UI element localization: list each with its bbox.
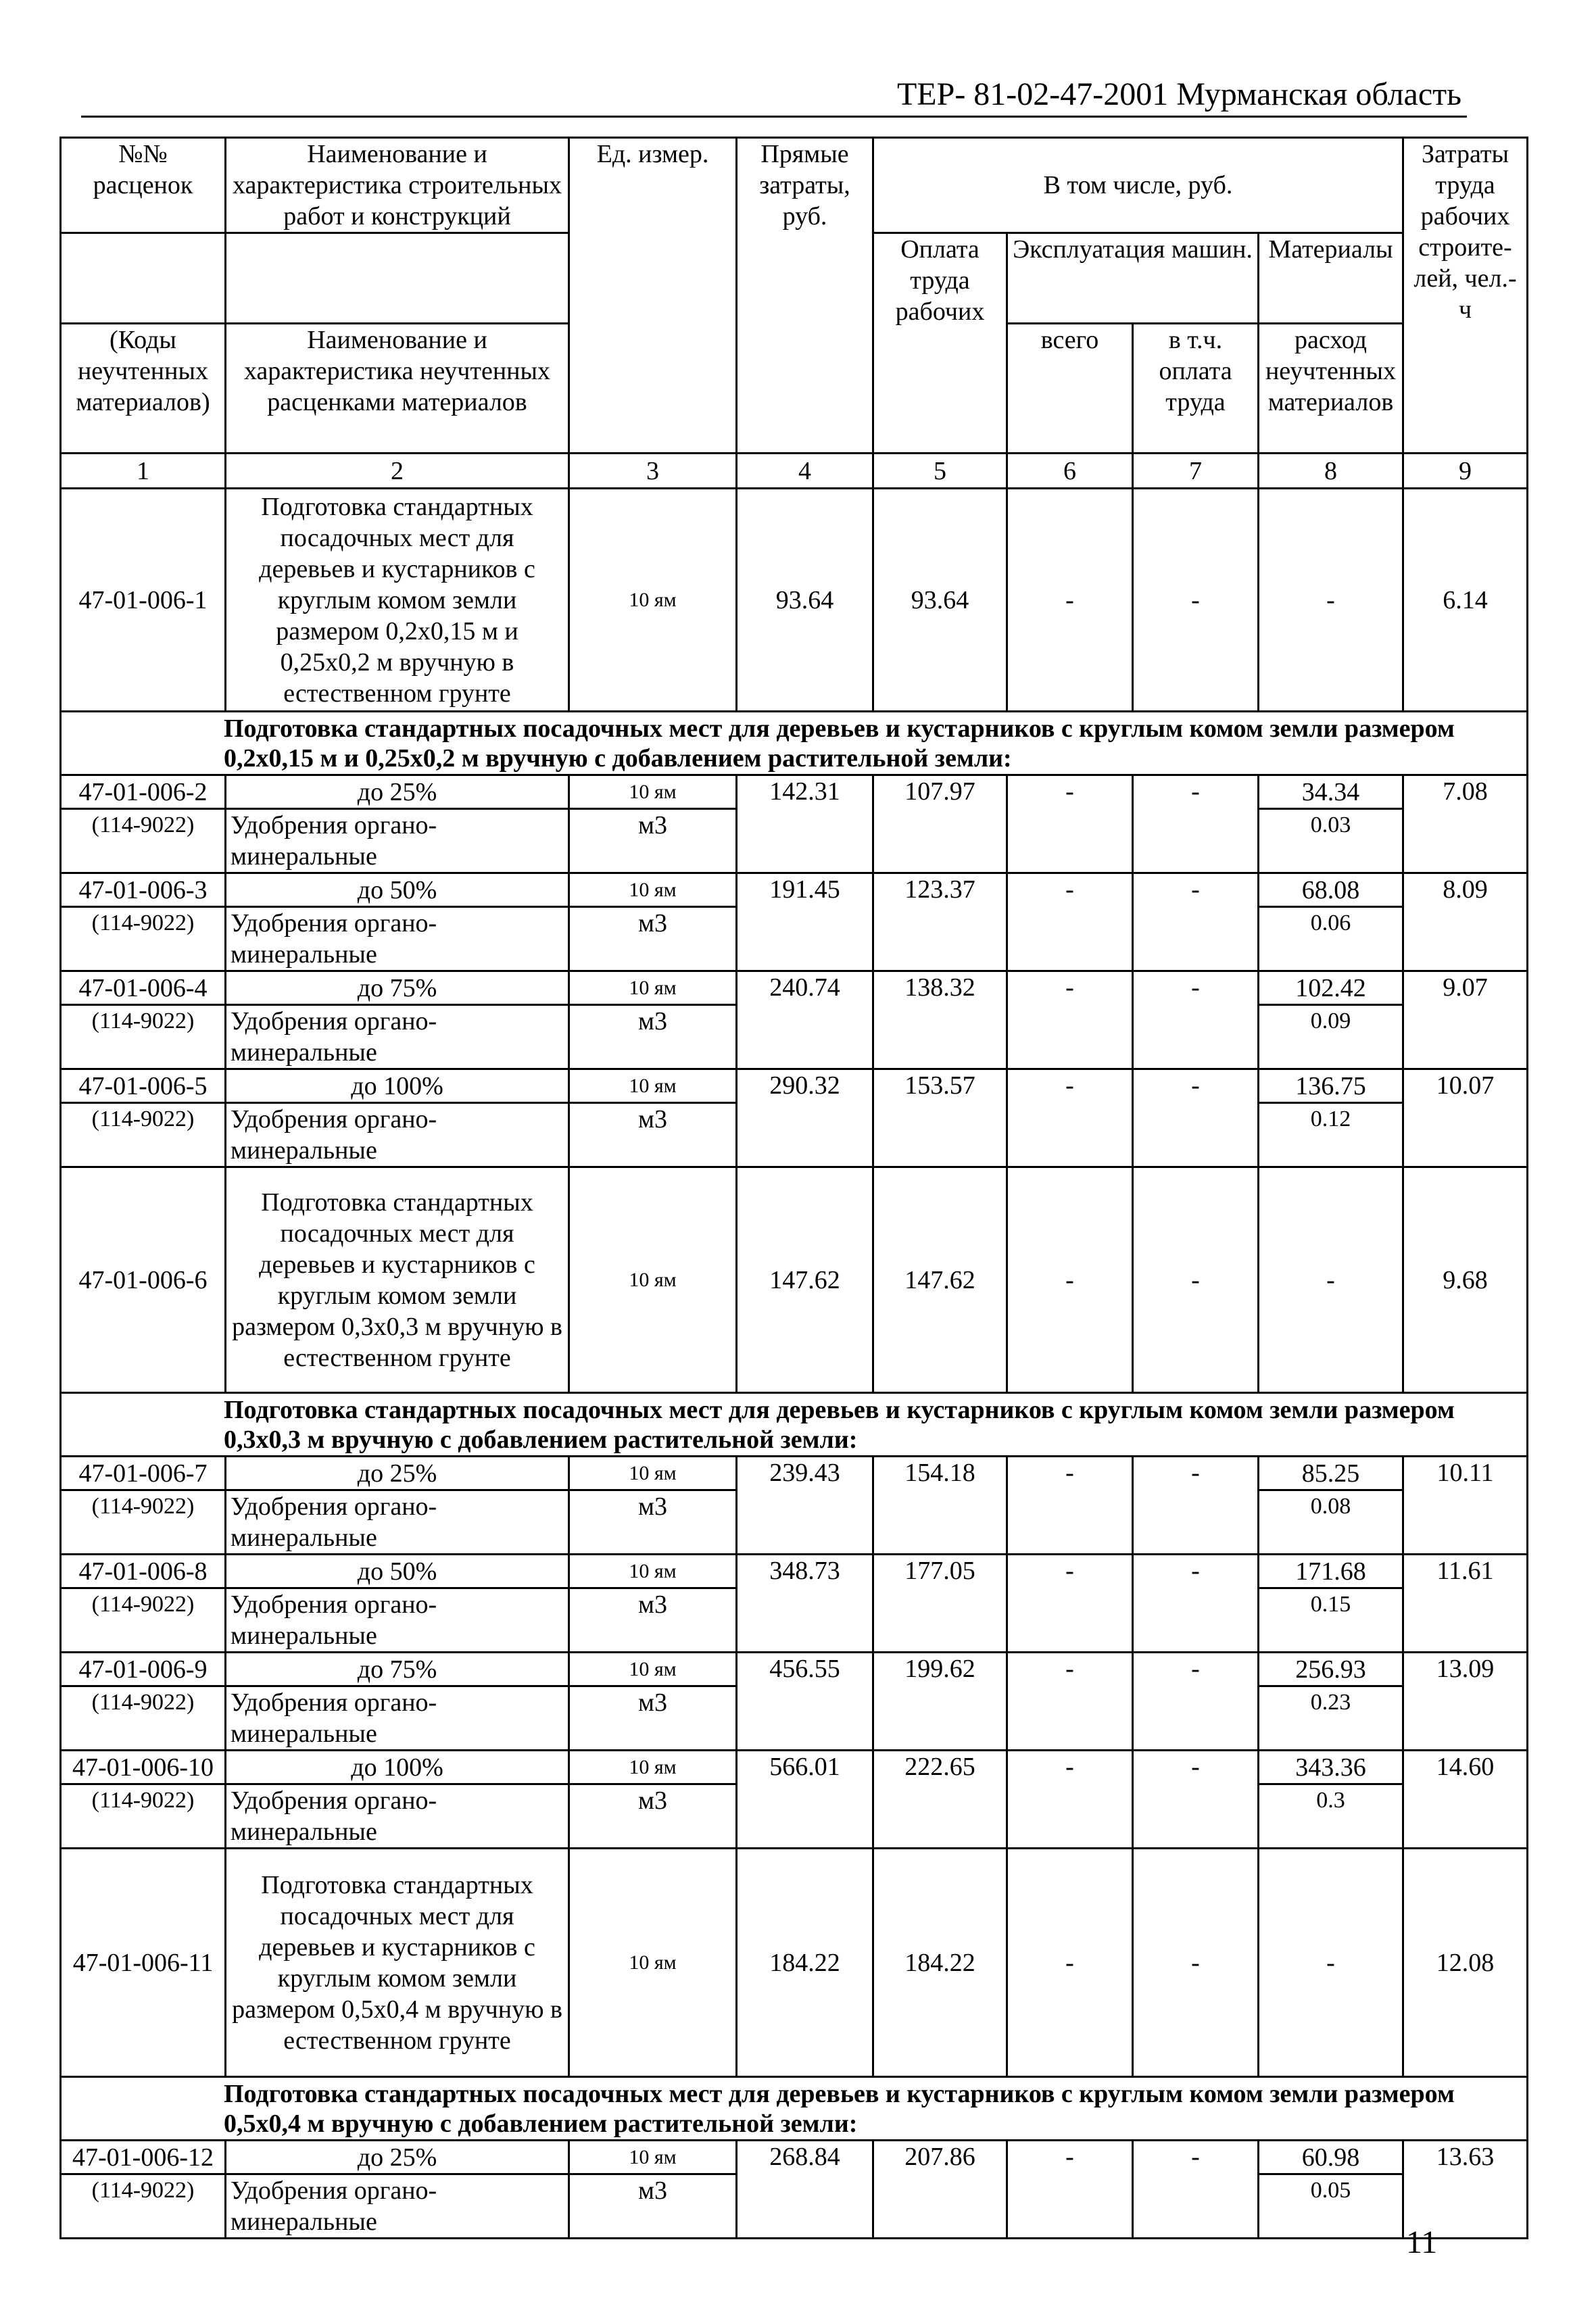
unit: 10 ям <box>569 489 737 712</box>
table-row <box>61 775 1528 809</box>
col-header-codes: №№ расценок <box>61 138 226 233</box>
machines-total: - <box>1007 1167 1133 1393</box>
material-code: (114-9022) <box>61 1005 226 1069</box>
work-name: до 25% <box>226 775 569 809</box>
machines-labor: - <box>1133 2141 1259 2239</box>
material-name: Удобрения органо-минеральные <box>226 1103 569 1167</box>
table-row <box>61 1555 1528 1588</box>
labor-cost: 138.32 <box>873 971 1007 1069</box>
col-num: 7 <box>1133 454 1259 489</box>
material-qty: 0.09 <box>1259 1005 1403 1069</box>
machines-total: - <box>1007 775 1133 873</box>
material-name: Удобрения органо-минеральные <box>226 1005 569 1069</box>
rate-code: 47-01-006-10 <box>61 1751 226 1784</box>
machines-total: - <box>1007 1457 1133 1555</box>
machines-labor: - <box>1133 1849 1259 2077</box>
section-title: Подготовка стандартных посадочных мест для деревьев и кустарников с круглым комом земли размером 0,3х0,3 м вручную с добавлением растительной земли: <box>61 1393 1528 1457</box>
labor-hours: 6.14 <box>1403 489 1528 712</box>
col-header-machines-labor: в т.ч. оплата труда <box>1133 324 1259 454</box>
labor-hours: 12.08 <box>1403 1849 1528 2077</box>
direct-cost: 566.01 <box>737 1751 873 1849</box>
section-row <box>61 1393 1528 1457</box>
machines-total: - <box>1007 1555 1133 1653</box>
labor-cost: 153.57 <box>873 1069 1007 1167</box>
unit: 10 ям <box>569 1653 737 1686</box>
work-name: до 25% <box>226 1457 569 1490</box>
labor-hours: 13.09 <box>1403 1653 1528 1751</box>
material-qty: 0.05 <box>1259 2174 1403 2239</box>
rate-code: 47-01-006-1 <box>61 489 226 712</box>
direct-cost: 184.22 <box>737 1849 873 2077</box>
labor-cost: 107.97 <box>873 775 1007 873</box>
col-num: 5 <box>873 454 1007 489</box>
col-header-materials: Материалы <box>1259 233 1403 324</box>
unit: 10 ям <box>569 971 737 1005</box>
col-num: 9 <box>1403 454 1528 489</box>
materials-cost: 68.08 <box>1259 873 1403 907</box>
rate-code: 47-01-006-7 <box>61 1457 226 1490</box>
direct-cost: 268.84 <box>737 2141 873 2239</box>
work-name: Подготовка стандартных посадочных мест для деревьев и кустарников с круглым комом земли размером 0,2х0,15 м и 0,25х0,2 м вручную в естественном грунте <box>226 489 569 712</box>
rates-table <box>59 137 1528 2239</box>
machines-labor: - <box>1133 775 1259 873</box>
labor-hours: 9.68 <box>1403 1167 1528 1393</box>
rate-code: 47-01-006-8 <box>61 1555 226 1588</box>
machines-labor: - <box>1133 971 1259 1069</box>
col-header-unit: Ед. измер. <box>569 138 737 454</box>
col-header-machines: Эксплуатация машин. <box>1007 233 1259 324</box>
machines-labor: - <box>1133 1457 1259 1555</box>
col-header-direct: Прямые затраты, руб. <box>737 138 873 454</box>
material-unit: м3 <box>569 1588 737 1653</box>
material-unit: м3 <box>569 1784 737 1849</box>
col-num: 4 <box>737 454 873 489</box>
materials-cost: 136.75 <box>1259 1069 1403 1103</box>
table-row <box>61 873 1528 907</box>
material-qty: 0.12 <box>1259 1103 1403 1167</box>
machines-total: - <box>1007 1069 1133 1167</box>
unit: 10 ям <box>569 1457 737 1490</box>
labor-cost: 222.65 <box>873 1751 1007 1849</box>
material-qty: 0.03 <box>1259 809 1403 873</box>
materials-cost: - <box>1259 1849 1403 2077</box>
direct-cost: 348.73 <box>737 1555 873 1653</box>
material-name: Удобрения органо-минеральные <box>226 1686 569 1751</box>
rate-code: 47-01-006-6 <box>61 1167 226 1393</box>
col-header-material-codes: (Коды неучтенных материалов) <box>61 324 226 454</box>
table-row <box>61 1849 1528 2077</box>
direct-cost: 147.62 <box>737 1167 873 1393</box>
machines-total: - <box>1007 873 1133 971</box>
material-name: Удобрения органо-минеральные <box>226 1490 569 1555</box>
material-code: (114-9022) <box>61 907 226 971</box>
machines-total: - <box>1007 489 1133 712</box>
material-unit: м3 <box>569 809 737 873</box>
materials-cost: 85.25 <box>1259 1457 1403 1490</box>
col-header-material-names: Наименование и характеристика неучтенных расценками материалов <box>226 324 569 454</box>
labor-hours: 14.60 <box>1403 1751 1528 1849</box>
unit: 10 ям <box>569 1167 737 1393</box>
rate-code: 47-01-006-11 <box>61 1849 226 2077</box>
machines-labor: - <box>1133 1069 1259 1167</box>
unit: 10 ям <box>569 1069 737 1103</box>
direct-cost: 456.55 <box>737 1653 873 1751</box>
machines-total: - <box>1007 1849 1133 2077</box>
labor-hours: 8.09 <box>1403 873 1528 971</box>
work-name: до 50% <box>226 873 569 907</box>
work-name: до 50% <box>226 1555 569 1588</box>
direct-cost: 239.43 <box>737 1457 873 1555</box>
labor-hours: 13.63 <box>1403 2141 1528 2239</box>
section-title: Подготовка стандартных посадочных мест для деревьев и кустарников с круглым комом земли размером 0,2х0,15 м и 0,25х0,2 м вручную с добавлением растительной земли: <box>61 712 1528 775</box>
work-name: до 25% <box>226 2141 569 2174</box>
col-num: 2 <box>226 454 569 489</box>
table-row <box>61 1167 1528 1393</box>
material-code: (114-9022) <box>61 1588 226 1653</box>
table-row <box>61 2141 1528 2174</box>
direct-cost: 142.31 <box>737 775 873 873</box>
material-qty: 0.08 <box>1259 1490 1403 1555</box>
material-unit: м3 <box>569 1686 737 1751</box>
materials-cost: 34.34 <box>1259 775 1403 809</box>
machines-total: - <box>1007 1751 1133 1849</box>
section-row <box>61 712 1528 775</box>
col-num: 1 <box>61 454 226 489</box>
table-row <box>61 1653 1528 1686</box>
materials-cost: - <box>1259 489 1403 712</box>
unit: 10 ям <box>569 873 737 907</box>
page-number: 11 <box>1406 2224 1438 2260</box>
rate-code: 47-01-006-5 <box>61 1069 226 1103</box>
labor-hours: 7.08 <box>1403 775 1528 873</box>
rate-code: 47-01-006-9 <box>61 1653 226 1686</box>
labor-cost: 184.22 <box>873 1849 1007 2077</box>
materials-cost: 343.36 <box>1259 1751 1403 1784</box>
material-name: Удобрения органо-минеральные <box>226 1784 569 1849</box>
rate-code: 47-01-006-4 <box>61 971 226 1005</box>
materials-cost: 60.98 <box>1259 2141 1403 2174</box>
material-code: (114-9022) <box>61 1686 226 1751</box>
direct-cost: 93.64 <box>737 489 873 712</box>
materials-cost: 102.42 <box>1259 971 1403 1005</box>
machines-total: - <box>1007 1653 1133 1751</box>
labor-hours: 11.61 <box>1403 1555 1528 1653</box>
machines-labor: - <box>1133 1751 1259 1849</box>
machines-total: - <box>1007 971 1133 1069</box>
col-header-name-gap <box>226 233 569 324</box>
material-unit: м3 <box>569 1103 737 1167</box>
unit: 10 ям <box>569 775 737 809</box>
material-name: Удобрения органо-минеральные <box>226 2174 569 2239</box>
labor-hours: 9.07 <box>1403 971 1528 1069</box>
labor-cost: 147.62 <box>873 1167 1007 1393</box>
material-qty: 0.3 <box>1259 1784 1403 1849</box>
col-num: 8 <box>1259 454 1403 489</box>
material-name: Удобрения органо-минеральные <box>226 809 569 873</box>
col-header-labor: Оплата труда рабочих <box>873 233 1007 454</box>
unit: 10 ям <box>569 1751 737 1784</box>
material-unit: м3 <box>569 907 737 971</box>
rate-code: 47-01-006-2 <box>61 775 226 809</box>
col-header-machines-total: всего <box>1007 324 1133 454</box>
section-row <box>61 2077 1528 2141</box>
material-qty: 0.06 <box>1259 907 1403 971</box>
machines-labor: - <box>1133 873 1259 971</box>
material-code: (114-9022) <box>61 1490 226 1555</box>
column-numbers-row <box>61 454 1528 489</box>
col-header-hours: Затраты труда рабочих строите-лей, чел.-ч <box>1403 138 1528 454</box>
col-num: 3 <box>569 454 737 489</box>
material-code: (114-9022) <box>61 1784 226 1849</box>
table-row <box>61 1069 1528 1103</box>
table-row <box>61 1457 1528 1490</box>
machines-labor: - <box>1133 1555 1259 1653</box>
labor-cost: 93.64 <box>873 489 1007 712</box>
material-qty: 0.15 <box>1259 1588 1403 1653</box>
col-header-including: В том числе, руб. <box>873 138 1403 233</box>
col-num: 6 <box>1007 454 1133 489</box>
labor-cost: 199.62 <box>873 1653 1007 1751</box>
work-name: Подготовка стандартных посадочных мест для деревьев и кустарников с круглым комом земли размером 0,3х0,3 м вручную в естественном грунте <box>226 1167 569 1393</box>
labor-hours: 10.07 <box>1403 1069 1528 1167</box>
direct-cost: 290.32 <box>737 1069 873 1167</box>
work-name: до 75% <box>226 1653 569 1686</box>
rate-code: 47-01-006-12 <box>61 2141 226 2174</box>
col-header-material-qty: расход неучтенных материалов <box>1259 324 1403 454</box>
labor-cost: 207.86 <box>873 2141 1007 2239</box>
table-row <box>61 1751 1528 1784</box>
work-name: до 75% <box>226 971 569 1005</box>
machines-labor: - <box>1133 489 1259 712</box>
col-header-codes-gap <box>61 233 226 324</box>
machines-total: - <box>1007 2141 1133 2239</box>
document-title: ТЕР- 81-02-47-2001 Мурманская область <box>896 76 1461 112</box>
section-title: Подготовка стандартных посадочных мест для деревьев и кустарников с круглым комом земли размером 0,5х0,4 м вручную с добавлением растительной земли: <box>61 2077 1528 2141</box>
materials-cost: - <box>1259 1167 1403 1393</box>
labor-cost: 123.37 <box>873 873 1007 971</box>
material-qty: 0.23 <box>1259 1686 1403 1751</box>
material-name: Удобрения органо-минеральные <box>226 1588 569 1653</box>
material-unit: м3 <box>569 1490 737 1555</box>
material-name: Удобрения органо-минеральные <box>226 907 569 971</box>
material-unit: м3 <box>569 1005 737 1069</box>
material-code: (114-9022) <box>61 1103 226 1167</box>
machines-labor: - <box>1133 1653 1259 1751</box>
unit: 10 ям <box>569 2141 737 2174</box>
unit: 10 ям <box>569 1849 737 2077</box>
unit: 10 ям <box>569 1555 737 1588</box>
labor-hours: 10.11 <box>1403 1457 1528 1555</box>
labor-cost: 177.05 <box>873 1555 1007 1653</box>
materials-cost: 171.68 <box>1259 1555 1403 1588</box>
material-code: (114-9022) <box>61 809 226 873</box>
machines-labor: - <box>1133 1167 1259 1393</box>
table-row <box>61 489 1528 712</box>
material-unit: м3 <box>569 2174 737 2239</box>
col-header-name: Наименование и характеристика строительных работ и конструкций <box>226 138 569 233</box>
direct-cost: 191.45 <box>737 873 873 971</box>
rate-code: 47-01-006-3 <box>61 873 226 907</box>
page-header <box>81 71 1467 118</box>
labor-cost: 154.18 <box>873 1457 1007 1555</box>
work-name: до 100% <box>226 1751 569 1784</box>
materials-cost: 256.93 <box>1259 1653 1403 1686</box>
work-name: до 100% <box>226 1069 569 1103</box>
direct-cost: 240.74 <box>737 971 873 1069</box>
material-code: (114-9022) <box>61 2174 226 2239</box>
work-name: Подготовка стандартных посадочных мест для деревьев и кустарников с круглым комом земли размером 0,5х0,4 м вручную в естественном грунте <box>226 1849 569 2077</box>
table-row <box>61 971 1528 1005</box>
